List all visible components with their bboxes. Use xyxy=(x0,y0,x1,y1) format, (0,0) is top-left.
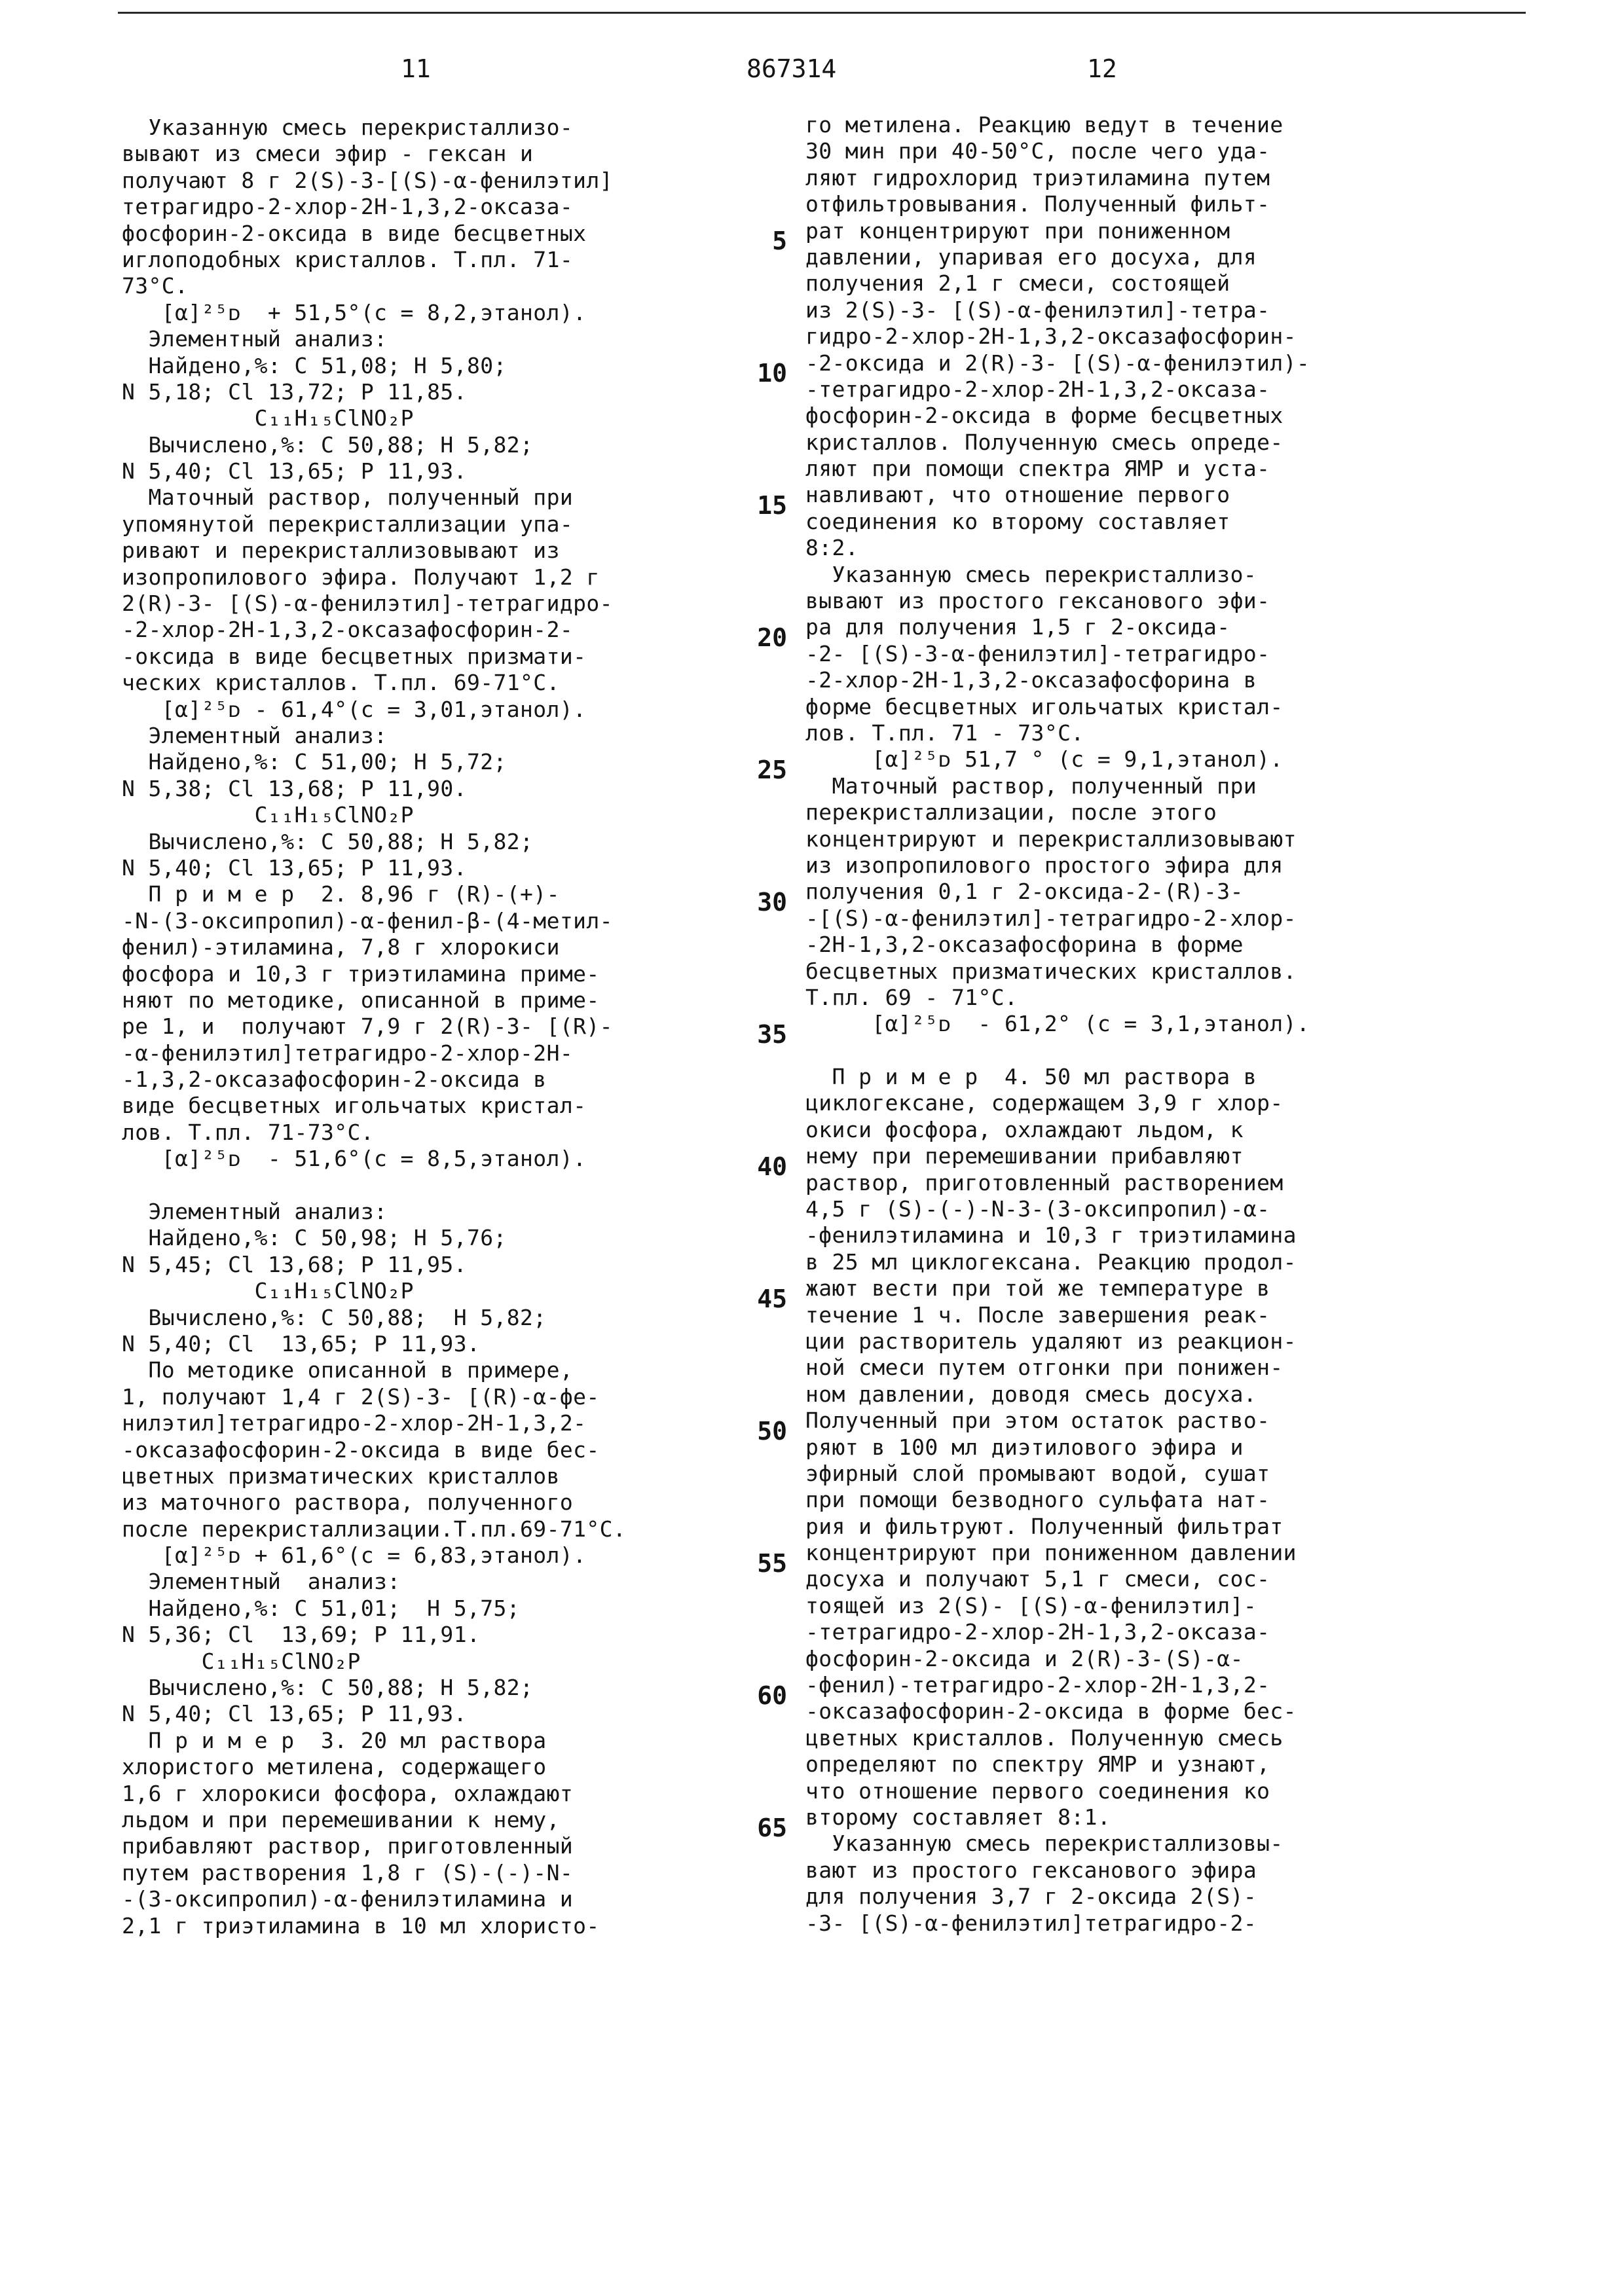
text-line: -тетрагидро-2-хлор-2Н-1,3,2-оксаза- xyxy=(805,376,1270,402)
text-line: раствор, приготовленный растворением xyxy=(805,1169,1283,1195)
text-line: соединения ко второму составляет xyxy=(805,508,1230,534)
text-line: -3- [(S)-α-фенилэтил]тетрагидро-2- xyxy=(805,1910,1257,1936)
text-line: цветных призматических кристаллов xyxy=(122,1463,560,1489)
text-line: -фенилэтиламина и 10,3 г триэтиламина xyxy=(805,1222,1297,1248)
text-line: Т.пл. 69 - 71°С. xyxy=(805,984,1018,1010)
margin-line-number: 40 xyxy=(757,1152,787,1181)
text-line: N 5,36; Cl 13,69; Р 11,91. xyxy=(122,1622,481,1648)
text-line: [α]²⁵ᴅ 51,7 ° (с = 9,1,этанол). xyxy=(805,746,1283,773)
text-line: циклогексане, содержащем 3,9 г хлор- xyxy=(805,1090,1283,1116)
text-line: Полученный при этом остаток раство- xyxy=(805,1408,1270,1434)
text-line: -2- [(S)-3-α-фенилэтил]-тетрагидро- xyxy=(805,640,1270,666)
text-line: П р и м е р 3. 20 мл раствора xyxy=(122,1727,547,1753)
right-text-column xyxy=(805,112,1460,1937)
text-line: 1,6 г хлорокиси фосфора, охлаждают xyxy=(122,1780,574,1806)
text-line: давлении, упаривая его досуха, для xyxy=(805,244,1257,270)
margin-line-number: 65 xyxy=(757,1813,787,1842)
text-line: лов. Т.пл. 71-73°С. xyxy=(122,1119,375,1145)
text-line: Найдено,%: С 51,01; Н 5,75; xyxy=(122,1595,521,1621)
text-line: Вычислено,%: С 50,88; Н 5,82; xyxy=(122,1675,534,1701)
text-line: Вычислено,%: С 50,88; Н 5,82; xyxy=(122,1304,547,1330)
text-line: -(3-оксипропил)-α-фенилэтиламина и xyxy=(122,1886,574,1912)
text-line: отфильтровывания. Полученный фильт- xyxy=(805,191,1270,217)
text-line: C₁₁H₁₅ClNO₂P xyxy=(122,1648,361,1674)
text-line: Указанную смесь перекристаллизо- xyxy=(122,115,574,140)
margin-line-number: 20 xyxy=(757,623,787,652)
text-line: ряют в 100 мл диэтилового эфира и xyxy=(805,1434,1244,1460)
text-line: окиси фосфора, охлаждают льдом, к xyxy=(805,1116,1244,1142)
text-line: [α]²⁵ᴅ - 61,2° (с = 3,1,этанол). xyxy=(805,1011,1310,1037)
text-line: фенил)-этиламина, 7,8 г хлорокиси xyxy=(122,934,560,960)
text-line: ривают и перекристаллизовывают из xyxy=(122,538,560,564)
text-line: -1,3,2-оксазафосфорин-2-оксида в xyxy=(122,1066,547,1093)
text-line: вывают из смеси эфир - гексан и xyxy=(122,141,534,167)
text-line: П р и м е р 2. 8,96 г (R)-(+)- xyxy=(122,881,560,907)
text-line: N 5,45; Cl 13,68; Р 11,95. xyxy=(122,1251,467,1277)
text-line: Найдено,%: С 50,98; Н 5,76; xyxy=(122,1225,507,1251)
text-line: -2Н-1,3,2-оксазафосфорина в форме xyxy=(805,932,1244,958)
text-line: получают 8 г 2(S)-3-[(S)-α-фенилэтил] xyxy=(122,167,613,193)
margin-line-number: 45 xyxy=(757,1284,787,1313)
left-text-column xyxy=(122,115,777,1939)
margin-line-number: 55 xyxy=(757,1548,787,1578)
margin-line-number: 35 xyxy=(757,1019,787,1049)
text-line: -тетрагидро-2-хлор-2Н-1,3,2-оксаза- xyxy=(805,1619,1270,1645)
text-line: Найдено,%: С 51,08; Н 5,80; xyxy=(122,352,507,378)
text-line: Элементный анализ: xyxy=(122,1569,401,1595)
text-line: -оксазафосфорин-2-оксида в виде бес- xyxy=(122,1436,600,1463)
margin-line-number: 50 xyxy=(757,1416,787,1446)
text-line: концентрируют при пониженном давлении xyxy=(805,1540,1297,1566)
text-line: [α]²⁵ᴅ + 51,5°(с = 8,2,этанол). xyxy=(122,299,587,325)
text-line: C₁₁H₁₅ClNO₂P xyxy=(122,405,414,431)
text-line: По методике описанной в примере, xyxy=(122,1357,574,1383)
text-line: рат концентрируют при пониженном xyxy=(805,217,1230,244)
text-line: -N-(3-оксипропил)-α-фенил-β-(4-метил- xyxy=(122,907,613,934)
patent-number: 867314 xyxy=(747,54,837,83)
text-line: N 5,38; Cl 13,68; Р 11,90. xyxy=(122,775,467,801)
text-line: перекристаллизации, после этого xyxy=(805,799,1217,826)
text-line: нилэтил]тетрагидро-2-хлор-2Н-1,3,2- xyxy=(122,1410,587,1436)
text-line: 73°С. xyxy=(122,273,189,299)
text-line: ном давлении, доводя смесь досуха. xyxy=(805,1381,1257,1407)
text-line: C₁₁H₁₅ClNO₂P xyxy=(122,802,414,828)
text-line: Указанную смесь перекристаллизо- xyxy=(805,561,1257,587)
text-line: -2-хлор-2Н-1,3,2-оксазафосфорин-2- xyxy=(122,617,574,643)
text-line: C₁₁H₁₅ClNO₂P xyxy=(122,1278,414,1304)
text-line: N 5,18; Cl 13,72; Р 11,85. xyxy=(122,378,467,405)
text-line: концентрируют и перекристаллизовывают xyxy=(805,826,1297,852)
text-line: определяют по спектру ЯМР и узнают, xyxy=(805,1751,1270,1777)
text-line: бесцветных призматических кристаллов. xyxy=(805,958,1297,984)
text-line: прибавляют раствор, приготовленный xyxy=(122,1833,574,1859)
text-line: вывают из простого гексанового эфи- xyxy=(805,588,1270,614)
text-line: Элементный анализ: xyxy=(122,1199,388,1225)
text-line: -2-хлор-2Н-1,3,2-оксазафосфорина в xyxy=(805,667,1257,693)
text-line: Маточный раствор, полученный при xyxy=(122,484,574,511)
text-line: путем растворения 1,8 г (S)-(-)-N- xyxy=(122,1859,574,1886)
text-line: Найдено,%: С 51,00; Н 5,72; xyxy=(122,749,507,775)
text-line: Вычислено,%: С 50,88; Н 5,82; xyxy=(122,828,534,854)
text-line: -α-фенилэтил]тетрагидро-2-хлор-2Н- xyxy=(122,1040,574,1066)
text-line: ляют гидрохлорид триэтиламина путем xyxy=(805,164,1270,191)
text-line: после перекристаллизации.Т.пл.69-71°С. xyxy=(122,1516,627,1542)
text-line: 4,5 г (S)-(-)-N-3-(3-оксипропил)-α- xyxy=(805,1196,1270,1222)
text-line: второму составляет 8:1. xyxy=(805,1804,1111,1830)
text-line xyxy=(805,1038,1460,1064)
text-line: упомянутой перекристаллизации упа- xyxy=(122,511,574,537)
text-line: эфирный слой промывают водой, сушат xyxy=(805,1460,1270,1486)
margin-line-number: 30 xyxy=(757,887,787,917)
text-line: получения 0,1 г 2-оксида-2-(R)-3- xyxy=(805,879,1244,905)
text-line: Маточный раствор, полученный при xyxy=(805,773,1257,799)
text-line: Указанную смесь перекристаллизовы- xyxy=(805,1831,1283,1857)
text-line: жают вести при той же температуре в xyxy=(805,1275,1270,1302)
text-line: иглоподобных кристаллов. Т.пл. 71- xyxy=(122,246,574,272)
text-line: виде бесцветных игольчатых кристал- xyxy=(122,1093,587,1119)
text-line: го метилена. Реакцию ведут в течение xyxy=(805,112,1283,137)
text-line: -оксида в виде бесцветных призмати- xyxy=(122,643,587,669)
text-line: ляют при помощи спектра ЯМР и уста- xyxy=(805,456,1270,482)
text-line: лов. Т.пл. 71 - 73°С. xyxy=(805,720,1084,746)
text-line: досуха и получают 5,1 г смеси, сос- xyxy=(805,1566,1270,1592)
text-line: 1, получают 1,4 г 2(S)-3- [(R)-α-фе- xyxy=(122,1383,600,1410)
text-line: ра для получения 1,5 г 2-оксида- xyxy=(805,614,1230,640)
text-line: кристаллов. Полученную смесь опреде- xyxy=(805,429,1283,455)
text-line: рия и фильтруют. Полученный фильтрат xyxy=(805,1513,1283,1539)
margin-line-number: 15 xyxy=(757,490,787,520)
text-line: -2-оксида и 2(R)-3- [(S)-α-фенилэтил)- xyxy=(805,350,1310,376)
text-line: получения 2,1 г смеси, состоящей xyxy=(805,270,1230,297)
text-line: цветных кристаллов. Полученную смесь xyxy=(805,1724,1283,1751)
page-number-right: 12 xyxy=(1087,54,1117,83)
text-line: [α]²⁵ᴅ + 61,6°(с = 6,83,этанол). xyxy=(122,1542,587,1569)
text-line: N 5,40; Cl 13,65; Р 11,93. xyxy=(122,1330,481,1357)
text-line: фосфорин-2-оксида в форме бесцветных xyxy=(805,403,1283,429)
page-number-left: 11 xyxy=(401,54,431,83)
margin-line-number: 10 xyxy=(757,358,787,388)
text-line: для получения 3,7 г 2-оксида 2(S)- xyxy=(805,1884,1257,1910)
text-line: 30 мин при 40-50°С, после чего уда- xyxy=(805,138,1270,164)
text-line: Элементный анализ: xyxy=(122,722,388,748)
text-line: изопропилового эфира. Получают 1,2 г xyxy=(122,564,600,590)
text-line: -[(S)-α-фенилэтил]-тетрагидро-2-хлор- xyxy=(805,905,1297,931)
margin-line-number: 5 xyxy=(772,226,787,255)
text-line: N 5,40; Cl 13,65; Р 11,93. xyxy=(122,1701,467,1727)
margin-line-number: 25 xyxy=(757,755,787,784)
text-line: при помощи безводного сульфата нат- xyxy=(805,1487,1270,1513)
text-line: тетрагидро-2-хлор-2Н-1,3,2-оксаза- xyxy=(122,194,574,220)
text-line: N 5,40; Cl 13,65; Р 11,93. xyxy=(122,458,467,484)
text-line: фосфорин-2-оксида и 2(R)-3-(S)-α- xyxy=(805,1645,1244,1671)
text-line: льдом и при перемешивании к нему, xyxy=(122,1807,560,1832)
text-line: тоящей из 2(S)- [(S)-α-фенилэтил]- xyxy=(805,1592,1257,1618)
text-line: П р и м е р 4. 50 мл раствора в xyxy=(805,1064,1257,1090)
text-line: нему при перемешивании прибавляют xyxy=(805,1143,1244,1169)
text-line: N 5,40; Cl 13,65; Р 11,93. xyxy=(122,854,467,881)
text-line: [α]²⁵ᴅ - 51,6°(с = 8,5,этанол). xyxy=(122,1146,587,1172)
top-rule xyxy=(118,12,1526,14)
text-line: что отношение первого соединения ко xyxy=(805,1777,1270,1804)
text-line: навливают, что отношение первого xyxy=(805,482,1230,508)
text-line: няют по методике, описанной в приме- xyxy=(122,987,600,1013)
text-line: фосфорин-2-оксида в виде бесцветных xyxy=(122,220,587,246)
text-line: в 25 мл циклогексана. Реакцию продол- xyxy=(805,1248,1297,1275)
text-line: ре 1, и получают 7,9 г 2(R)-3- [(R)- xyxy=(122,1013,613,1040)
text-line xyxy=(122,1173,777,1199)
text-line: из маточного раствора, полученного xyxy=(122,1489,574,1516)
text-line: Элементный анализ: xyxy=(122,326,388,352)
text-line: Вычислено,%: С 50,88; Н 5,82; xyxy=(122,431,534,458)
text-line: хлористого метилена, содержащего xyxy=(122,1754,547,1780)
text-line: вают из простого гексанового эфира xyxy=(805,1857,1257,1883)
text-line: из 2(S)-3- [(S)-α-фенилэтил]-тетра- xyxy=(805,297,1270,323)
text-line: гидро-2-хлор-2Н-1,3,2-оксазафосфорин- xyxy=(805,323,1297,350)
text-line: ции растворитель удаляют из реакцион- xyxy=(805,1328,1297,1354)
margin-line-number: 60 xyxy=(757,1681,787,1710)
text-line: фосфора и 10,3 г триэтиламина приме- xyxy=(122,960,600,987)
text-line: [α]²⁵ᴅ - 61,4°(с = 3,01,этанол). xyxy=(122,696,587,722)
text-line: -фенил)-тетрагидро-2-хлор-2Н-1,3,2- xyxy=(805,1672,1270,1698)
text-line: течение 1 ч. После завершения реак- xyxy=(805,1302,1270,1328)
text-line: ческих кристаллов. Т.пл. 69-71°С. xyxy=(122,670,560,696)
text-line: ной смеси путем отгонки при понижен- xyxy=(805,1355,1283,1381)
text-line: -оксазафосфорин-2-оксида в форме бес- xyxy=(805,1698,1297,1724)
text-line: из изопропилового простого эфира для xyxy=(805,852,1283,878)
text-line: 2(R)-3- [(S)-α-фенилэтил]-тетрагидро- xyxy=(122,591,613,617)
text-line: 2,1 г триэтиламина в 10 мл хлористо- xyxy=(122,1912,600,1939)
text-line: форме бесцветных игольчатых кристал- xyxy=(805,693,1283,720)
text-line: 8:2. xyxy=(805,535,859,561)
